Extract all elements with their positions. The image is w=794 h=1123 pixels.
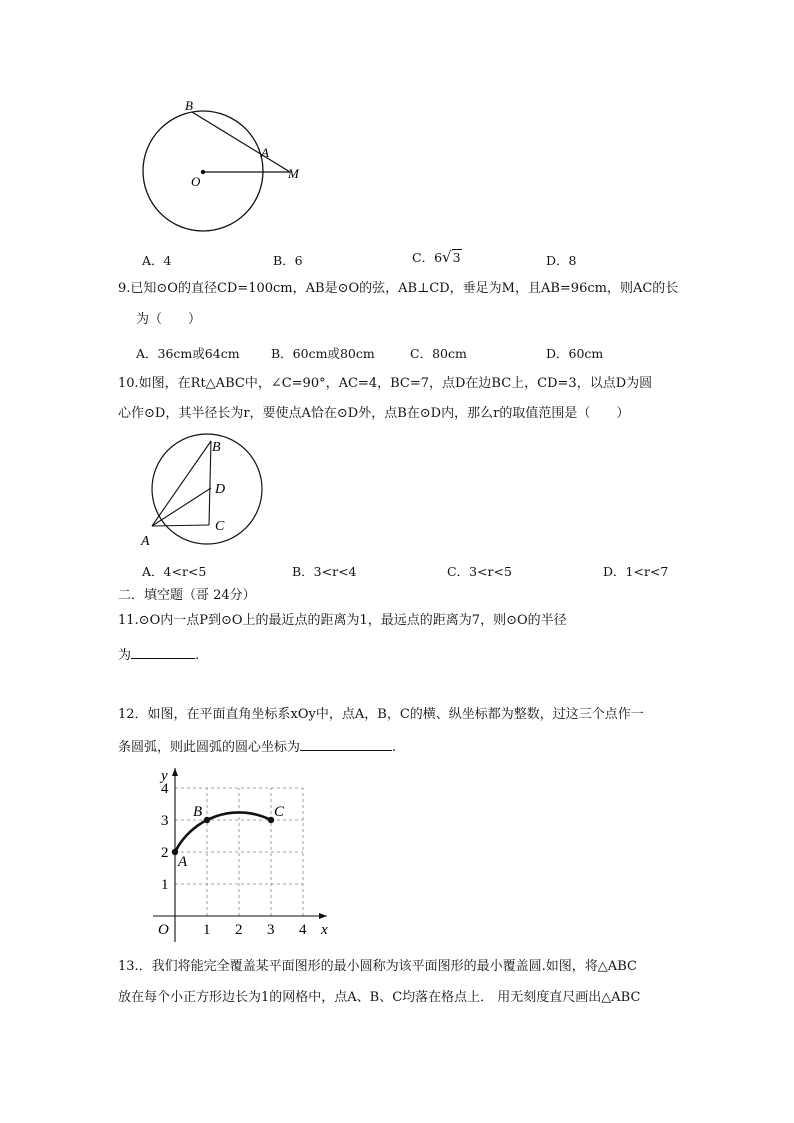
point-label-b: B	[193, 804, 203, 820]
q12-coordinate-graph	[145, 760, 340, 950]
y-tick-label: 3	[161, 813, 169, 829]
label-o: O	[191, 174, 201, 189]
y-axis-label: y	[161, 768, 168, 784]
q10-option-c: C．3<r<5	[447, 564, 512, 579]
label-c: C	[215, 519, 225, 534]
y-axis-arrow	[172, 768, 178, 776]
q9-option-a: A．36cm或64cm	[136, 346, 240, 361]
circle-d	[152, 434, 262, 544]
q8-option-a: A．4	[142, 253, 172, 268]
x-tick-label: 3	[267, 922, 275, 938]
q8-circle-figure	[130, 95, 310, 245]
sqrt-symbol: √	[442, 248, 452, 266]
q8-option-c	[412, 248, 462, 266]
label-d: D	[215, 482, 226, 497]
point-b	[204, 817, 210, 823]
label-a: A	[261, 145, 269, 160]
x-axis-arrow	[319, 913, 327, 919]
q10-option-d: D．1<r<7	[603, 564, 669, 579]
q11-line2-suffix: .	[195, 648, 200, 663]
y-tick-label: 1	[161, 877, 169, 893]
label-b: B	[212, 440, 221, 455]
segment-ab	[152, 441, 211, 526]
label-m: M	[288, 166, 299, 181]
q8-option-d: D．8	[546, 253, 577, 268]
q11-answer-blank[interactable]	[131, 645, 195, 659]
x-axis-label: x	[321, 922, 328, 938]
q8-option-c-prefix: C．6	[412, 250, 443, 265]
q8-option-b: B．6	[273, 253, 303, 268]
q8-option-c-radicand: 3	[452, 250, 461, 265]
x-tick-label: 2	[235, 922, 243, 938]
q12-arc-abc	[175, 812, 271, 852]
q10-circle-triangle-figure	[135, 432, 275, 552]
segment-bc	[209, 441, 211, 525]
q10-stem-line2: 心作⊙D，其半径长为r，要使点A恰在⊙D外，点B在⊙D内，那么r的取值范围是（ ）	[118, 406, 630, 421]
x-tick-label: 4	[299, 922, 307, 938]
segment-bm	[192, 112, 290, 172]
q10-stem-line1: 10.如图，在Rt△ABC中，∠C=90°，AC=4，BC=7，点D在边BC上，CD=3，以点D为圆	[118, 376, 653, 391]
q12-answer-blank[interactable]	[300, 737, 392, 751]
q9-option-b: B．60cm或80cm	[271, 346, 375, 361]
q12-line2-suffix: .	[392, 740, 397, 755]
origin-label: O	[158, 922, 169, 938]
center-point-o	[201, 170, 205, 174]
q12-tick-labels	[158, 768, 328, 938]
q11-stem-line2	[118, 645, 199, 665]
q9-option-d: D．60cm	[546, 346, 604, 361]
y-tick-label: 2	[161, 845, 169, 861]
q13-stem-line1: 13.．我们将能完全覆盖某平面图形的最小圆称为该平面图形的最小覆盖圆.如图，将△ABC	[118, 959, 637, 974]
segment-ac	[152, 525, 209, 526]
label-b: B	[185, 98, 193, 113]
x-tick-label: 1	[203, 922, 211, 938]
section-title-fill-in: 二．填空题（哥 24分）	[118, 588, 256, 603]
point-label-c: C	[274, 804, 285, 820]
segment-ad	[152, 488, 211, 526]
y-tick-label: 4	[161, 781, 169, 797]
q9-stem-line2: 为（ ）	[136, 312, 202, 327]
q10-option-b: B．3<r<4	[292, 564, 357, 579]
q12-stem-line2	[118, 737, 396, 757]
q12-line2-prefix: 条圆弧，则此圆弧的圆心坐标为	[118, 740, 301, 755]
q11-line2-prefix: 为	[118, 648, 132, 663]
label-a: A	[141, 534, 150, 549]
q13-stem-line2: 放在每个小正方形边长为1的网格中，点A、B、C均落在格点上． 用无刻度直尺画出△ABC	[118, 990, 641, 1005]
q9-stem-line1: 9.已知⊙O的直径CD=100cm，AB是⊙O的弦，AB⊥CD，垂足为M，且AB=96cm，则AC的长	[118, 281, 679, 296]
q9-option-c: C．80cm	[410, 346, 467, 361]
point-label-a: A	[178, 854, 188, 870]
q12-stem-line1: 12．如图，在平面直角坐标系xOy中，点A，B，C的横、纵坐标都为整数，过这三个点作一	[118, 707, 644, 722]
q11-stem-line1: 11.⊙O内一点P到⊙O上的最近点的距离为1，最远点的距离为7，则⊙O的半径	[118, 613, 567, 628]
q10-option-a: A．4<r<5	[142, 564, 207, 579]
